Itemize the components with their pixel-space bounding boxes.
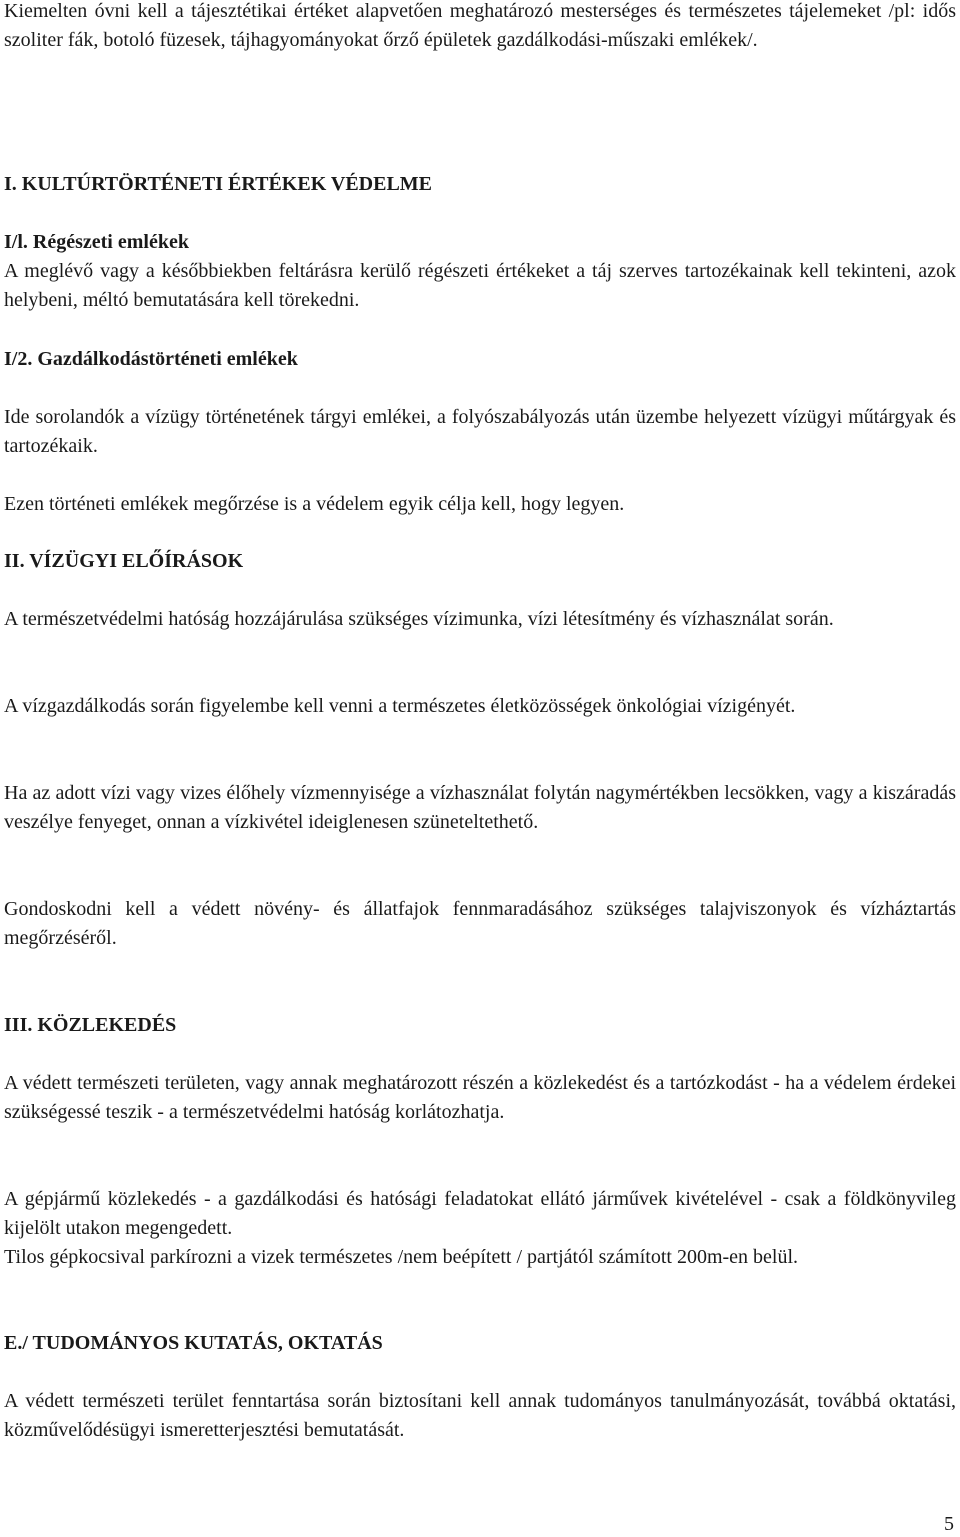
section-2-paragraph-4: Gondoskodni kell a védett növény- és állatfajok fennmaradásához szükséges talajviszonyok és vízháztartás megőrzéséről. (4, 898, 956, 949)
section-2-paragraph-1: A természetvédelmi hatóság hozzájárulása szükséges vízimunka, vízi létesítmény és vízhasználat során. (4, 608, 834, 630)
section-4-paragraph-1: A védett természeti terület fenntartása során biztosítani kell annak tudományos tanulmányozását, továbbá oktatási, közművelődésügyi ismeretterjesztési bemutatását. (4, 1390, 956, 1441)
page-number: 5 (944, 1513, 954, 1535)
section-4-heading: E./ TUDOMÁNYOS KUTATÁS, OKTATÁS (4, 1332, 383, 1354)
subsection-1-2-heading: I/2. Gazdálkodástörténeti emlékek (4, 348, 298, 370)
section-3-paragraph-3: Tilos gépkocsival parkírozni a vizek természetes /nem beépített / partjától számított 200m-en belül. (4, 1246, 799, 1268)
subsection-1-2-paragraph-2: Ezen történeti emlékek megőrzése is a védelem egyik célja kell, hogy legyen. (4, 493, 625, 515)
section-2-paragraph-2: A vízgazdálkodás során figyelembe kell venni a természetes életközösségek önkológiai vízigényét. (4, 695, 796, 717)
intro-paragraph: Kiemelten óvni kell a tájesztétikai értéket alapvetően meghatározó mesterséges és természetes tájelemeket /pl: idős szoliter fák, botoló füzesek, tájhagyományokat őrző épületek gazdálkodási-műszaki emlékek/. (4, 0, 956, 51)
subsection-1-2-paragraph-1: Ide sorolandók a vízügy történetének tárgyi emlékei, a folyószabályozás után üzembe helyezett vízügyi műtárgyak és tartozékaik. (4, 406, 956, 457)
section-2-heading: II. VÍZÜGYI ELŐÍRÁSOK (4, 550, 244, 572)
subsection-1-1-heading: I/l. Régészeti emlékek (4, 231, 189, 253)
section-3-heading: III. KÖZLEKEDÉS (4, 1014, 177, 1036)
section-2-paragraph-3: Ha az adott vízi vagy vizes élőhely vízmennyisége a vízhasználat folytán nagymértékben lecsökken, vagy a kiszáradás veszélye fenyeget, onnan a vízkivétel ideiglenesen szüneteltethető. (4, 782, 956, 833)
section-1-heading: I. KULTÚRTÖRTÉNETI ÉRTÉKEK VÉDELME (4, 173, 433, 195)
section-3-paragraph-1: A védett természeti területen, vagy annak meghatározott részén a közlekedést és a tartózkodást - ha a védelem érdekei szükségessé teszik - a természetvédelmi hatóság korlátozhatja. (4, 1072, 956, 1123)
section-3-paragraph-2: A gépjármű közlekedés - a gazdálkodási és hatósági feladatokat ellátó járművek kivételével - csak a földkönyvileg kijelölt utakon megengedett. (4, 1188, 956, 1239)
subsection-1-1-paragraph: A meglévő vagy a későbbiekben feltárásra kerülő régészeti értékeket a táj szerves tartozékainak kell tekinteni, azok helybeni, méltó bemutatására kell törekedni. (4, 260, 956, 311)
